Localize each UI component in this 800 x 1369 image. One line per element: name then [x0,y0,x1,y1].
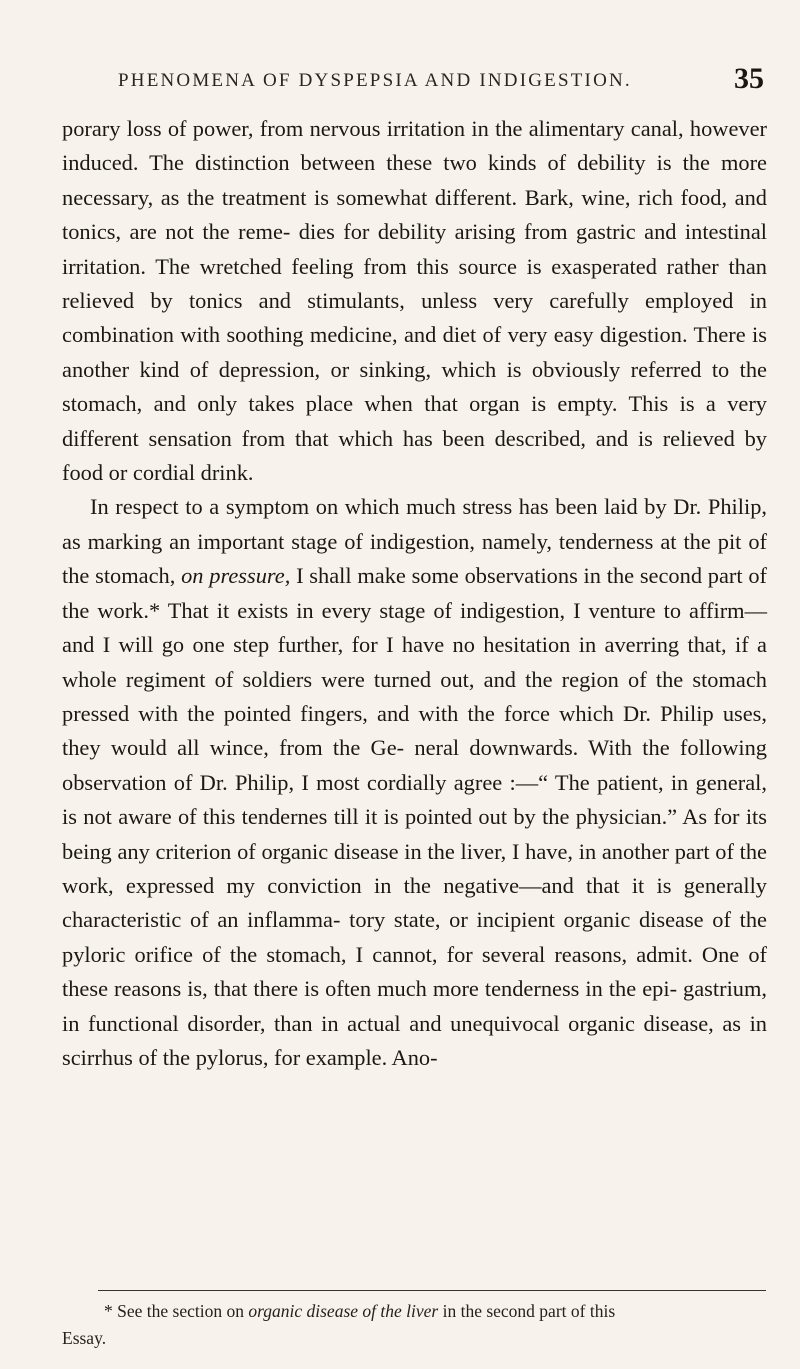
paragraph-1: porary loss of power, from nervous irritation in the alimentary canal, however induced. The distinction between these two kinds of debility is the more necessary, as the treatment is somewhat different. Bark, wine, rich food, and tonics, are not the reme- dies for debility arising from gastric and intestinal irritation. The wretched feeling from this source is exasperated rather than relieved by tonics and stimulants, unless very carefully employed in combination with soothing medicine, and diet of very easy digestion. There is another kind of depression, or sinking, which is obviously referred to the stomach, and only takes place when that organ is empty. This is a very different sensation from that which has been described, and is relieved by food or cordial drink. [62,116,767,486]
running-title: PHENOMENA OF DYSPEPSIA AND INDIGESTION. [118,70,632,91]
page-number: 35 [734,62,764,95]
footnote-rule [98,1290,766,1291]
paragraph-2-part-a: In respect to a symptom on which much stress has been laid by Dr. Philip, as marking an important stage of indigestion, namely, tenderness at the pit of the stomach, [62,494,767,589]
footnote-italic: organic disease of the liver [248,1301,439,1321]
footnote-line-2: Essay. [62,1328,107,1348]
footnote [62,1298,767,1352]
footnote-suffix: in the second part of this [438,1301,616,1321]
footnote-line-1 [62,1298,767,1325]
paragraph-2-part-b: I shall make some observations in the second part of the work.* That it exists in every stage of indigestion, I venture to affirm—and I will go one step further, for I have no hesitation in averring that, if a whole regiment of soldiers were turned out, and the region of the stomach pressed with the pointed fingers, and with the force which Dr. Philip uses, they would all wince, from the Ge- neral downwards. With the following observation of Dr. Philip, I most cordially agree :—“ The patient, in general, is not aware of this tendernes till it is pointed out by the physician.” As for its being any criterion of organic disease in the liver, I have, in another part of the work, expressed my conviction in the negative—and that it is generally characteristic of an inflamma- tory state, or incipient organic disease of the pyloric orifice of the stomach, I cannot, for several reasons, admit. One of these reasons is, that there is often much more tenderness in the epi- gastrium, in functional disorder, than in actual and unequivocal organic disease, as in scirrhus of the pylorus, for example. Ano- [62,563,768,1070]
body-text [62,112,767,1075]
paragraph-2 [62,490,767,1075]
footnote-prefix: * See the section on [104,1301,249,1321]
paragraph-2-italic: on pressure, [181,563,291,589]
running-head [118,62,764,102]
